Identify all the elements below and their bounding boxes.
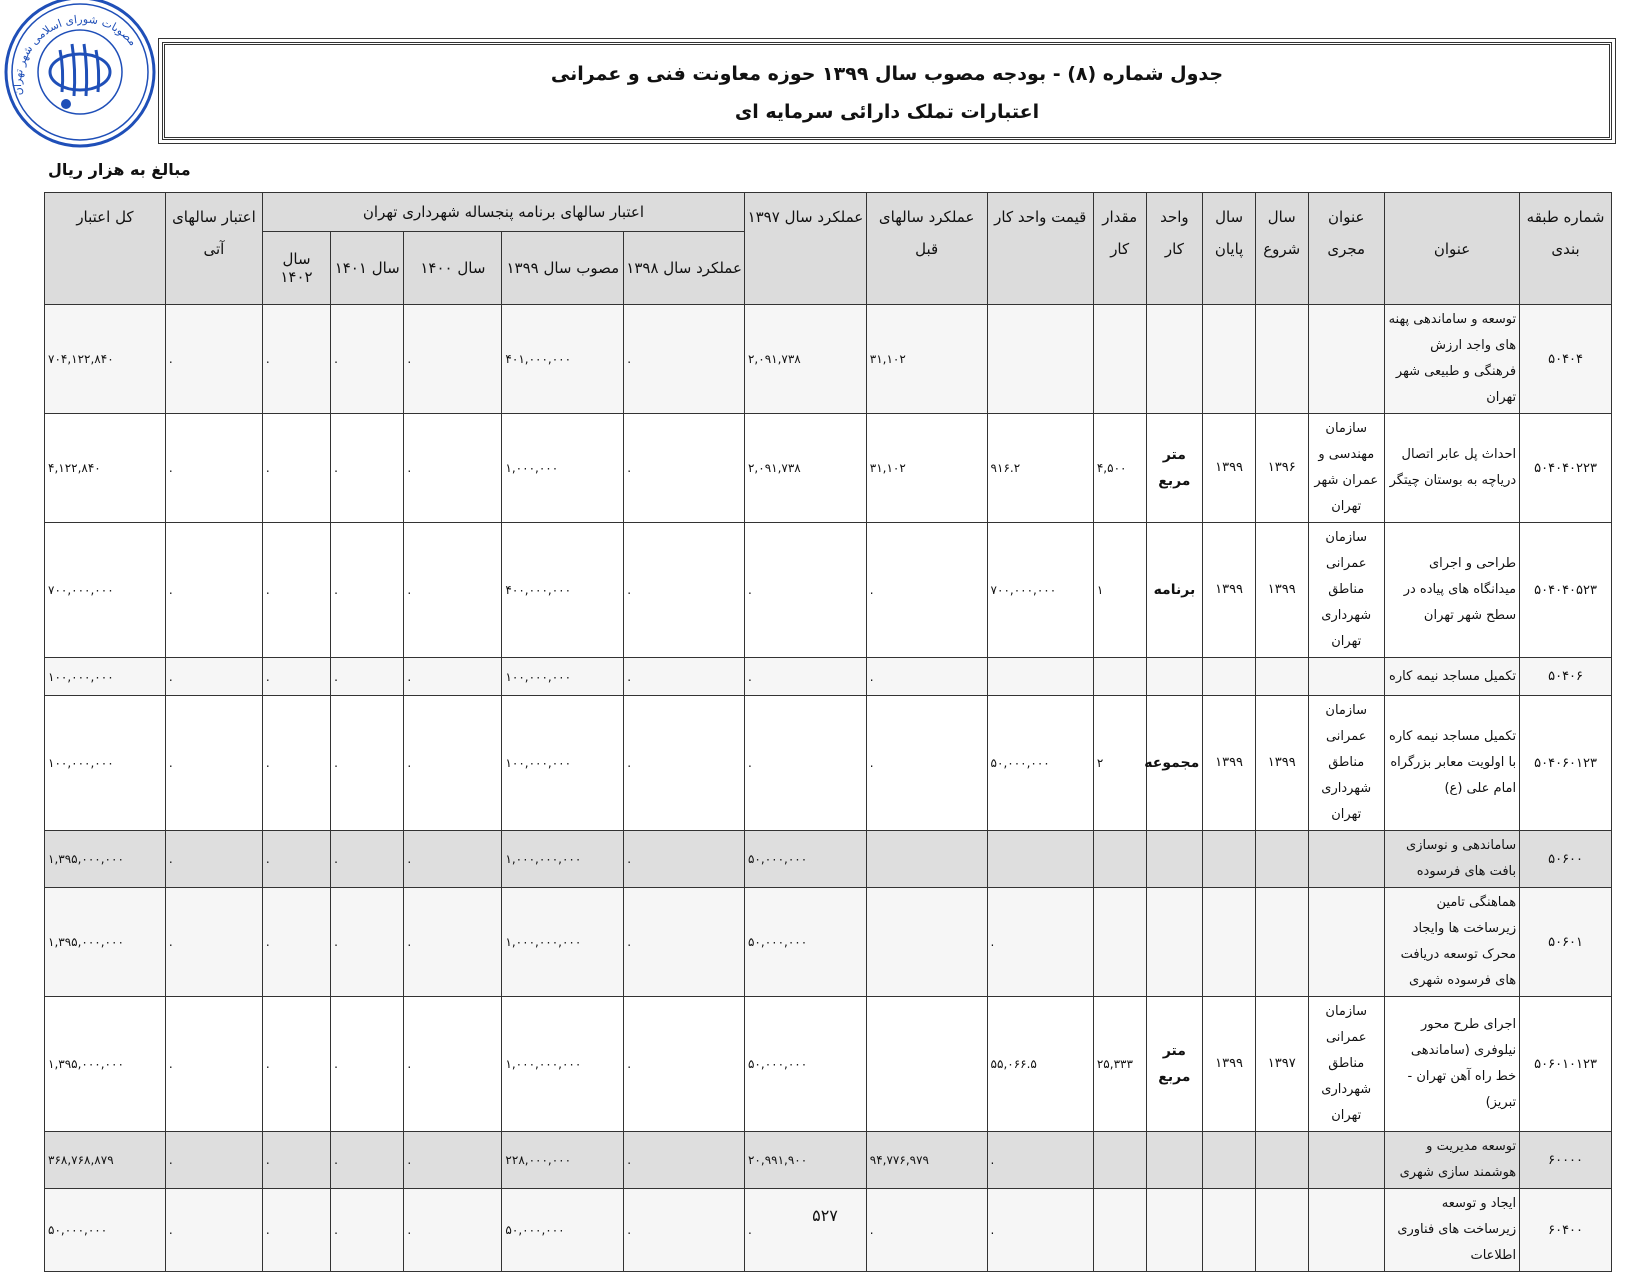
cell-approved-1399: ۱۰۰,۰۰۰,۰۰۰ [502, 696, 624, 831]
col-approved-1399: مصوب سال ۱۳۹۹ [502, 232, 624, 305]
cell-title: اجرای طرح محور نیلوفری (ساماندهی خط راه آهن تهران - تبریز) [1384, 997, 1519, 1132]
col-work-amount: مقدار کار [1093, 193, 1146, 305]
cell-classification: ۵۰۴۰۴۰۵۲۳ [1520, 523, 1612, 658]
cell-executor [1308, 888, 1384, 997]
cell-title: ساماندهی و نوسازی بافت های فرسوده [1384, 831, 1519, 888]
col-year-1401: سال ۱۴۰۱ [331, 232, 404, 305]
cell-year-1401: . [331, 658, 404, 696]
cell-year-1400: . [404, 523, 502, 658]
col-total: کل اعتبار [45, 193, 166, 305]
cell-year-1402: . [262, 696, 330, 831]
cell-year-1401: . [331, 888, 404, 997]
cell-prior-years [866, 831, 987, 888]
cell-unit-price: ۷۰۰,۰۰۰,۰۰۰ [987, 523, 1093, 658]
cell-year-1402: . [262, 1132, 330, 1189]
cell-year-1401: . [331, 831, 404, 888]
cell-title: طراحی و اجرای میدانگاه های پیاده در سطح شهر تهران [1384, 523, 1519, 658]
cell-end-year: ۱۳۹۹ [1203, 414, 1256, 523]
cell-unit-price: . [987, 888, 1093, 997]
cell-unit-price [987, 305, 1093, 414]
table-row [45, 414, 1612, 523]
cell-future-years: . [165, 997, 262, 1132]
cell-perf-1397: ۲,۰۹۱,۷۳۸ [744, 414, 866, 523]
cell-work-amount [1093, 831, 1146, 888]
cell-executor [1308, 305, 1384, 414]
cell-executor: سازمان عمرانی مناطق شهرداری تهران [1308, 696, 1384, 831]
cell-approved-1399: ۱,۰۰۰,۰۰۰,۰۰۰ [502, 831, 624, 888]
cell-total: ۱,۳۹۵,۰۰۰,۰۰۰ [45, 888, 166, 997]
cell-approved-1399: ۴۰۱,۰۰۰,۰۰۰ [502, 305, 624, 414]
cell-future-years: . [165, 523, 262, 658]
cell-work-amount: ۴,۵۰۰ [1093, 414, 1146, 523]
cell-future-years: . [165, 305, 262, 414]
cell-perf-1398: . [624, 414, 745, 523]
cell-unit-price: ۵۵,۰۶۶.۵ [987, 997, 1093, 1132]
cell-end-year: ۱۳۹۹ [1203, 997, 1256, 1132]
cell-future-years: . [165, 1132, 262, 1189]
cell-work-unit: مجموعه [1146, 696, 1203, 831]
cell-classification: ۵۰۴۰۶۰۱۲۳ [1520, 696, 1612, 831]
cell-executor [1308, 1132, 1384, 1189]
cell-total: ۱,۳۹۵,۰۰۰,۰۰۰ [45, 831, 166, 888]
col-prior-years: عملکرد سالهای قبل [866, 193, 987, 305]
cell-prior-years [866, 888, 987, 997]
cell-work-amount [1093, 658, 1146, 696]
cell-year-1401: . [331, 1189, 404, 1272]
cell-start-year: ۱۳۹۹ [1255, 523, 1308, 658]
cell-perf-1397: ۵۰,۰۰۰,۰۰۰ [744, 888, 866, 997]
col-year-1402: سال ۱۴۰۲ [262, 232, 330, 305]
cell-unit-price: . [987, 1189, 1093, 1272]
cell-end-year [1203, 888, 1256, 997]
cell-prior-years: ۳۱,۱۰۲ [866, 414, 987, 523]
cell-work-unit: برنامه [1146, 523, 1203, 658]
cell-approved-1399: ۱,۰۰۰,۰۰۰ [502, 414, 624, 523]
cell-perf-1397: . [744, 523, 866, 658]
cell-unit-price [987, 831, 1093, 888]
cell-perf-1397: ۵۰,۰۰۰,۰۰۰ [744, 831, 866, 888]
cell-year-1402: . [262, 1189, 330, 1272]
cell-end-year [1203, 1189, 1256, 1272]
cell-work-amount [1093, 305, 1146, 414]
cell-classification: ۵۰۴۰۶ [1520, 658, 1612, 696]
cell-perf-1398: . [624, 997, 745, 1132]
cell-work-unit [1146, 831, 1203, 888]
cell-start-year [1255, 658, 1308, 696]
table-row [45, 1132, 1612, 1189]
cell-prior-years: . [866, 658, 987, 696]
col-future-years: اعتبار سالهای آتی [165, 193, 262, 305]
cell-prior-years: ۹۴,۷۷۶,۹۷۹ [866, 1132, 987, 1189]
cell-work-amount [1093, 1132, 1146, 1189]
cell-executor: سازمان عمرانی مناطق شهرداری تهران [1308, 997, 1384, 1132]
cell-classification: ۵۰۶۰۱ [1520, 888, 1612, 997]
col-unit-price: قیمت واحد کار [987, 193, 1093, 305]
cell-work-amount [1093, 888, 1146, 997]
cell-year-1402: . [262, 831, 330, 888]
cell-year-1400: . [404, 414, 502, 523]
cell-perf-1398: . [624, 1132, 745, 1189]
table-row [45, 658, 1612, 696]
cell-perf-1397: ۲,۰۹۱,۷۳۸ [744, 305, 866, 414]
unit-note: مبالغ به هزار ریال [48, 160, 191, 179]
table-row [45, 305, 1612, 414]
svg-text:مصوبات شورای اسلامی شهر تهران: مصوبات شورای اسلامی شهر تهران [11, 12, 140, 97]
cell-prior-years: . [866, 523, 987, 658]
cell-unit-price [987, 658, 1093, 696]
cell-work-unit [1146, 888, 1203, 997]
cell-classification: ۵۰۴۰۴۰۲۲۳ [1520, 414, 1612, 523]
cell-executor [1308, 1189, 1384, 1272]
col-five-year-group: اعتبار سالهای برنامه پنجساله شهرداری تهران [262, 193, 744, 232]
cell-work-amount: ۲۵,۳۳۳ [1093, 997, 1146, 1132]
cell-year-1401: . [331, 414, 404, 523]
cell-total: ۱۰۰,۰۰۰,۰۰۰ [45, 658, 166, 696]
cell-future-years: . [165, 1189, 262, 1272]
cell-perf-1398: . [624, 1189, 745, 1272]
cell-title: تکمیل مساجد نیمه کاره با اولویت معابر بزرگراه امام علی (ع) [1384, 696, 1519, 831]
cell-total: ۵۰,۰۰۰,۰۰۰ [45, 1189, 166, 1272]
cell-year-1401: . [331, 997, 404, 1132]
table-row [45, 523, 1612, 658]
cell-year-1400: . [404, 831, 502, 888]
cell-title: احداث پل عابر اتصال دریاچه به بوستان چیتگر [1384, 414, 1519, 523]
cell-perf-1397: ۵۰,۰۰۰,۰۰۰ [744, 997, 866, 1132]
cell-title: توسعه و ساماندهی پهنه های واجد ارزش فرهنگی و طبیعی شهر تهران [1384, 305, 1519, 414]
cell-total: ۷۰۰,۰۰۰,۰۰۰ [45, 523, 166, 658]
cell-end-year [1203, 658, 1256, 696]
cell-unit-price: . [987, 1132, 1093, 1189]
col-year-1400: سال ۱۴۰۰ [404, 232, 502, 305]
col-perf-1398: عملکرد سال ۱۳۹۸ [624, 232, 745, 305]
cell-perf-1398: . [624, 888, 745, 997]
cell-classification: ۶۰۴۰۰ [1520, 1189, 1612, 1272]
cell-executor [1308, 831, 1384, 888]
cell-start-year [1255, 305, 1308, 414]
cell-total: ۷۰۴,۱۲۲,۸۴۰ [45, 305, 166, 414]
cell-prior-years [866, 997, 987, 1132]
cell-year-1400: . [404, 1132, 502, 1189]
cell-start-year: ۱۳۹۹ [1255, 696, 1308, 831]
cell-year-1402: . [262, 414, 330, 523]
table-row [45, 1189, 1612, 1272]
table-row [45, 696, 1612, 831]
cell-work-unit [1146, 305, 1203, 414]
cell-total: ۴,۱۲۲,۸۴۰ [45, 414, 166, 523]
budget-table [44, 192, 1612, 1272]
cell-perf-1398: . [624, 305, 745, 414]
cell-future-years: . [165, 831, 262, 888]
cell-year-1401: . [331, 305, 404, 414]
cell-executor: سازمان عمرانی مناطق شهرداری تهران [1308, 523, 1384, 658]
cell-year-1400: . [404, 305, 502, 414]
cell-work-amount [1093, 1189, 1146, 1272]
cell-approved-1399: ۴۰۰,۰۰۰,۰۰۰ [502, 523, 624, 658]
cell-start-year: ۱۳۹۶ [1255, 414, 1308, 523]
cell-perf-1398: . [624, 523, 745, 658]
cell-title: توسعه مدیریت و هوشمند سازی شهری [1384, 1132, 1519, 1189]
cell-year-1402: . [262, 523, 330, 658]
cell-classification: ۵۰۶۰۱۰۱۲۳ [1520, 997, 1612, 1132]
cell-work-unit [1146, 1189, 1203, 1272]
cell-end-year: ۱۳۹۹ [1203, 523, 1256, 658]
cell-start-year [1255, 1132, 1308, 1189]
cell-future-years: . [165, 414, 262, 523]
cell-total: ۳۶۸,۷۶۸,۸۷۹ [45, 1132, 166, 1189]
col-title: عنوان [1384, 193, 1519, 305]
cell-year-1400: . [404, 658, 502, 696]
cell-perf-1398: . [624, 831, 745, 888]
cell-year-1402: . [262, 997, 330, 1132]
cell-year-1401: . [331, 696, 404, 831]
cell-unit-price: ۹۱۶.۲ [987, 414, 1093, 523]
cell-future-years: . [165, 658, 262, 696]
cell-year-1400: . [404, 888, 502, 997]
cell-end-year: ۱۳۹۹ [1203, 696, 1256, 831]
cell-year-1400: . [404, 696, 502, 831]
cell-approved-1399: ۲۲۸,۰۰۰,۰۰۰ [502, 1132, 624, 1189]
cell-year-1402: . [262, 658, 330, 696]
cell-executor: سازمان مهندسی و عمران شهر تهران [1308, 414, 1384, 523]
cell-title: تکمیل مساجد نیمه کاره [1384, 658, 1519, 696]
table-row [45, 831, 1612, 888]
cell-title: ایجاد و توسعه زیرساخت های فناوری اطلاعات [1384, 1189, 1519, 1272]
council-seal-icon [0, 0, 160, 160]
cell-end-year [1203, 305, 1256, 414]
table-row [45, 997, 1612, 1132]
document-subtitle: اعتبارات تملک دارائی سرمایه ای [734, 101, 1040, 123]
cell-approved-1399: ۱۰۰,۰۰۰,۰۰۰ [502, 658, 624, 696]
cell-perf-1397: . [744, 658, 866, 696]
cell-year-1400: . [404, 1189, 502, 1272]
document-title: جدول شماره (۸) - بودجه مصوب سال ۱۳۹۹ حوزه معاونت فنی و عمرانی [550, 63, 1224, 85]
cell-classification: ۵۰۴۰۴ [1520, 305, 1612, 414]
cell-total: ۱۰۰,۰۰۰,۰۰۰ [45, 696, 166, 831]
cell-executor [1308, 658, 1384, 696]
cell-work-unit: متر مربع [1146, 997, 1203, 1132]
col-executor: عنوان مجری [1308, 193, 1384, 305]
cell-perf-1397: . [744, 1189, 866, 1272]
cell-work-amount: ۲ [1093, 696, 1146, 831]
col-work-unit: واحد کار [1146, 193, 1203, 305]
cell-prior-years: . [866, 696, 987, 831]
cell-future-years: . [165, 888, 262, 997]
cell-work-amount: ۱ [1093, 523, 1146, 658]
col-end-year: سال پایان [1203, 193, 1256, 305]
col-classification: شماره طبقه بندی [1520, 193, 1612, 305]
cell-future-years: . [165, 696, 262, 831]
cell-unit-price: ۵۰,۰۰۰,۰۰۰ [987, 696, 1093, 831]
title-box [162, 42, 1612, 140]
cell-work-unit: متر مربع [1146, 414, 1203, 523]
cell-year-1401: . [331, 1132, 404, 1189]
cell-perf-1398: . [624, 696, 745, 831]
col-start-year: سال شروع [1255, 193, 1308, 305]
cell-perf-1397: ۲۰,۹۹۱,۹۰۰ [744, 1132, 866, 1189]
cell-approved-1399: ۱,۰۰۰,۰۰۰,۰۰۰ [502, 888, 624, 997]
cell-classification: ۵۰۶۰۰ [1520, 831, 1612, 888]
cell-year-1401: . [331, 523, 404, 658]
cell-total: ۱,۳۹۵,۰۰۰,۰۰۰ [45, 997, 166, 1132]
cell-end-year [1203, 831, 1256, 888]
cell-year-1402: . [262, 888, 330, 997]
cell-title: هماهنگی تامین زیرساخت ها وایجاد محرک توسعه دریافت های فرسوده شهری [1384, 888, 1519, 997]
cell-year-1402: . [262, 305, 330, 414]
col-perf-1397: عملکرد سال ۱۳۹۷ [744, 193, 866, 305]
cell-work-unit [1146, 1132, 1203, 1189]
cell-start-year: ۱۳۹۷ [1255, 997, 1308, 1132]
cell-end-year [1203, 1132, 1256, 1189]
cell-classification: ۶۰۰۰۰ [1520, 1132, 1612, 1189]
cell-perf-1398: . [624, 658, 745, 696]
table-row [45, 888, 1612, 997]
cell-approved-1399: ۱,۰۰۰,۰۰۰,۰۰۰ [502, 997, 624, 1132]
cell-start-year [1255, 1189, 1308, 1272]
cell-year-1400: . [404, 997, 502, 1132]
cell-perf-1397: . [744, 696, 866, 831]
cell-start-year [1255, 888, 1308, 997]
cell-approved-1399: ۵۰,۰۰۰,۰۰۰ [502, 1189, 624, 1272]
cell-prior-years: ۳۱,۱۰۲ [866, 305, 987, 414]
cell-work-unit [1146, 658, 1203, 696]
cell-prior-years: . [866, 1189, 987, 1272]
cell-start-year [1255, 831, 1308, 888]
page-number: ۵۲۷ [812, 1206, 838, 1225]
